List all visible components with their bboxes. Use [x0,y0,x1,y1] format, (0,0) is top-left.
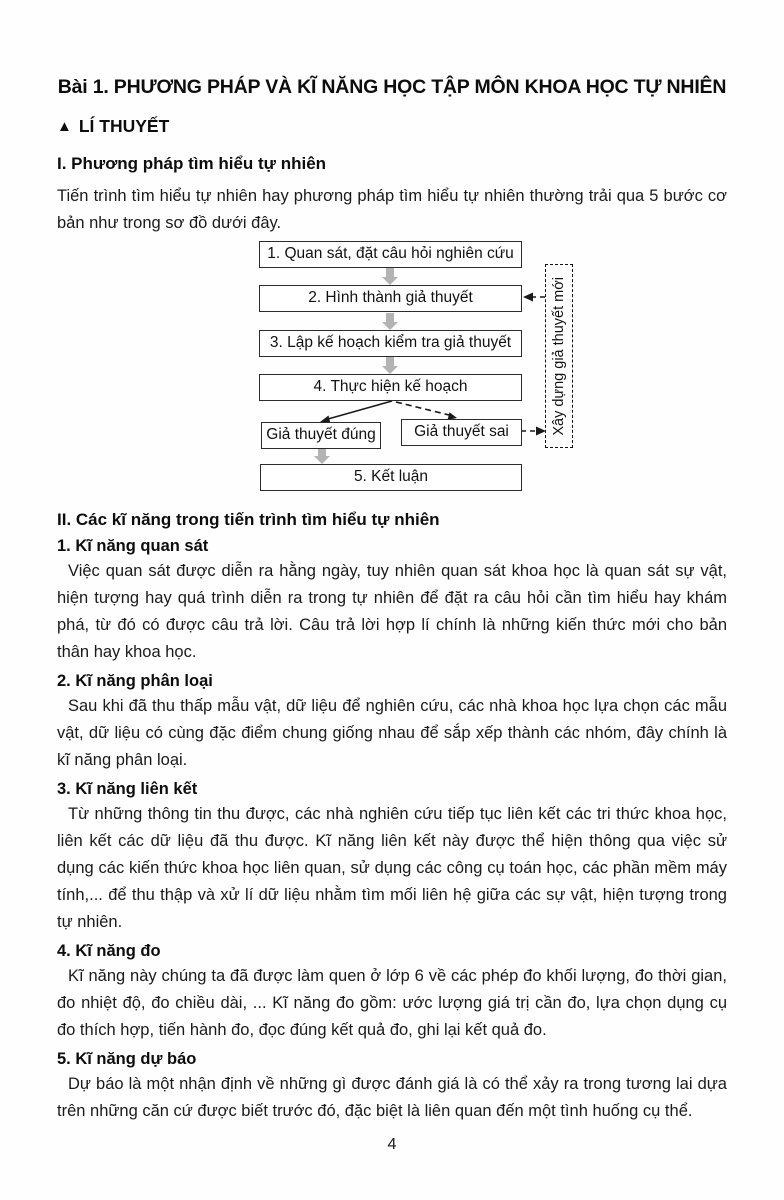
flowchart-step-1: 1. Quan sát, đặt câu hỏi nghiên cứu [259,241,522,268]
flowchart-step-4: 4. Thực hiện kế hoạch [259,374,522,401]
skill-5-heading: 5. Kĩ năng dự báo [57,1050,197,1068]
theory-section-label [57,116,727,137]
branch-false-arrow [396,402,449,415]
branch-true-arrow [328,401,392,419]
down-arrow-icon [382,357,398,374]
flowchart-step-2: 2. Hình thành giả thuyết [259,285,522,312]
skill-1-paragraph: Việc quan sát được diễn ra hằng ngày, tuy nhiên quan sát khoa học là quan sát sự vật, hiện tượng hay quá trình diễn ra trong tự nhiên để đặt ra câu hỏi cần tìm hiểu hay khám phá, từ đó có được câu trả lời. Câu trả lời hợp lí chính là những kiến thức mới cho bản thân hay khoa học. [57,562,727,661]
flowchart-feedback-box [545,264,573,448]
section-1-intro-paragraph: Tiến trình tìm hiểu tự nhiên hay phương pháp tìm hiểu tự nhiên thường trải qua 5 bước cơ bản như trong sơ đồ dưới đây. [57,187,727,232]
skill-3-paragraph: Từ những thông tin thu được, các nhà nghiên cứu tiếp tục liên kết các tri thức khoa học, liên kết các dữ liệu đã thu được. Kĩ năng liên kết này được thể hiện thông qua việc sử dụng các kiến thức khoa học liên quan, sử dụng các công cụ toán học, các phần mềm máy tính,... để thu thập và xử lí dữ liệu nhằm tìm mối liên hệ giữa các sự vật, hiện tượng trong tự nhiên. [57,805,727,931]
flowchart-step-3: 3. Lập kế hoạch kiểm tra giả thuyết [259,330,522,357]
skill-block-observation [57,534,727,666]
skill-block-classification [57,669,727,774]
section-2-heading: II. Các kĩ năng trong tiến trình tìm hiểu tự nhiên [57,510,440,529]
theory-label-text: LÍ THUYẾT [78,116,170,136]
method-flowchart [0,239,784,503]
down-arrow-icon [382,268,398,285]
section-1-heading: I. Phương pháp tìm hiểu tự nhiên [57,154,327,173]
skill-4-paragraph: Kĩ năng này chúng ta đã được làm quen ở lớp 6 về các phép đo khối lượng, đo thời gian, đo nhiệt độ, đo chiều dài, ... Kĩ năng đo gồm: ước lượng giá trị cần đo, lựa chọn dụng cụ đo thích hợp, tiến hành đo, đọc đúng kết quả đo, ghi lại kết quả đo. [57,967,727,1039]
skill-5-paragraph: Dự báo là một nhận định về những gì được đánh giá là có thể xảy ra trong tương lai dựa trên những căn cứ được biết trước đó, đặc biệt là liên quan đến một tình huống cụ thể. [57,1075,727,1120]
page-number: 4 [387,1136,397,1153]
lesson-title: Bài 1. PHƯƠNG PHÁP VÀ KĨ NĂNG HỌC TẬP MÔN KHOA HỌC TỰ NHIÊN [57,76,727,98]
down-arrow-icon [382,313,398,330]
skill-2-heading: 2. Kĩ năng phân loại [57,672,213,690]
skill-2-paragraph: Sau khi đã thu thấp mẫu vật, dữ liệu để nghiên cứu, các nhà khoa học lựa chọn các mẫu vật, dữ liệu có cùng đặc điểm chung giống nhau để sắp xếp thành các nhóm, đây chính là kĩ năng phân loại. [57,697,727,769]
feedback-label-vertical-text: Xây dựng giả thuyết mới [551,276,567,436]
skill-1-heading: 1. Kĩ năng quan sát [57,537,209,555]
skill-4-heading: 4. Kĩ năng đo [57,942,161,960]
flowchart-branch-true: Giả thuyết đúng [261,422,381,449]
skill-block-measurement [57,939,727,1044]
flowchart-step-5: 5. Kết luận [260,464,522,491]
skill-block-linking [57,777,727,936]
skill-3-heading: 3. Kĩ năng liên kết [57,780,198,798]
down-arrow-icon [314,448,330,464]
feedback-to-step2-arrowhead-icon [523,293,533,302]
triangle-marker-icon: ▲ [57,118,72,135]
skill-block-prediction [57,1047,727,1125]
flowchart-branch-false: Giả thuyết sai [401,419,522,446]
